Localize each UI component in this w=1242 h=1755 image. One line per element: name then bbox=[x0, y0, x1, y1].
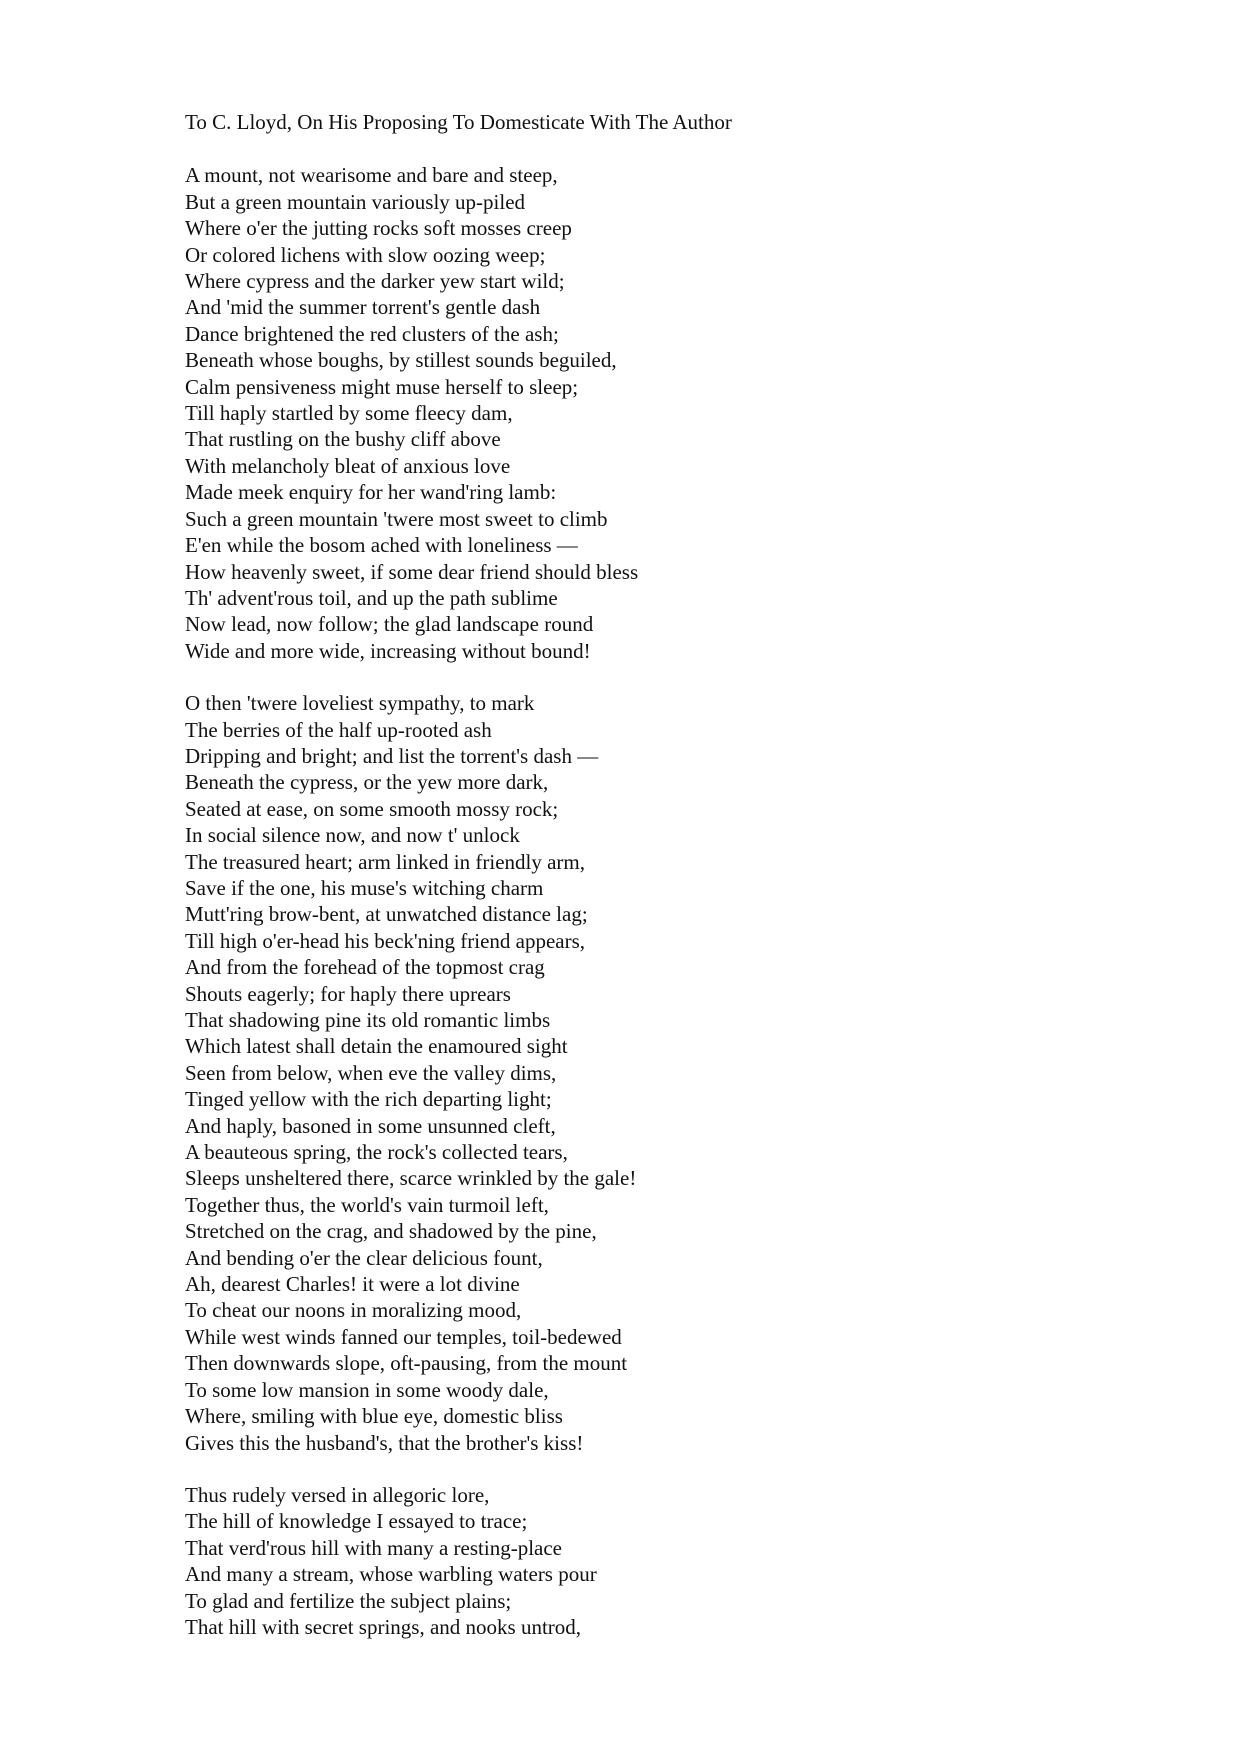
poem-line: Together thus, the world's vain turmoil left, bbox=[185, 1192, 549, 1217]
poem-line: And bending o'er the clear delicious fount, bbox=[185, 1245, 543, 1270]
poem-line: In social silence now, and now t' unlock bbox=[185, 823, 520, 848]
poem-line: Tinged yellow with the rich departing light; bbox=[185, 1087, 552, 1112]
poem-line: To some low mansion in some woody dale, bbox=[185, 1377, 549, 1402]
poem-line: Seen from below, when eve the valley dims, bbox=[185, 1060, 557, 1085]
poem-line: Then downwards slope, oft-pausing, from the mount bbox=[185, 1351, 628, 1376]
poem-line: Such a green mountain 'twere most sweet to climb bbox=[185, 506, 608, 531]
poem-line: To glad and fertilize the subject plains; bbox=[185, 1588, 512, 1613]
poem-line: To cheat our noons in moralizing mood, bbox=[185, 1298, 522, 1323]
poem-line: Beneath the cypress, or the yew more dark, bbox=[185, 770, 549, 795]
poem-line: Dance brightened the red clusters of the ash; bbox=[185, 321, 559, 346]
poem-line: Till high o'er-head his beck'ning friend appears, bbox=[185, 928, 586, 953]
poem-line: Save if the one, his muse's witching charm bbox=[185, 875, 544, 900]
poem-line: The hill of knowledge I essayed to trace; bbox=[185, 1509, 528, 1534]
poem-line: A mount, not wearisome and bare and steep, bbox=[185, 163, 558, 188]
poem-line: Stretched on the crag, and shadowed by the pine, bbox=[185, 1219, 597, 1244]
stanza-2 bbox=[185, 690, 1185, 1456]
poem-line: Seated at ease, on some smooth mossy rock; bbox=[185, 796, 559, 821]
poem-line: Beneath whose boughs, by stillest sounds beguiled, bbox=[185, 348, 617, 373]
poem-line: Where o'er the jutting rocks soft mosses creep bbox=[185, 216, 572, 241]
poem-line: The berries of the half up-rooted ash bbox=[185, 717, 492, 742]
poem-line: And from the forehead of the topmost crag bbox=[185, 955, 545, 980]
poem-line: Sleeps unsheltered there, scarce wrinkled by the gale! bbox=[185, 1166, 637, 1191]
poem-line: Now lead, now follow; the glad landscape round bbox=[185, 612, 594, 637]
poem-line: Made meek enquiry for her wand'ring lamb: bbox=[185, 480, 557, 505]
poem-line: Which latest shall detain the enamoured sight bbox=[185, 1034, 568, 1059]
stanza-3 bbox=[185, 1482, 1185, 1640]
stanza-1 bbox=[185, 162, 1185, 664]
poem-line: And many a stream, whose warbling waters pour bbox=[185, 1562, 597, 1587]
poem-line: That verd'rous hill with many a resting-place bbox=[185, 1535, 563, 1560]
poem-line: How heavenly sweet, if some dear friend should bless bbox=[185, 559, 639, 584]
poem-stanzas bbox=[185, 162, 1185, 1640]
poem-line: The treasured heart; arm linked in friendly arm, bbox=[185, 849, 586, 874]
poem-line: A beauteous spring, the rock's collected tears, bbox=[185, 1140, 568, 1165]
poem-title: To C. Lloyd, On His Proposing To Domesticate With The Author bbox=[185, 110, 732, 134]
poem-line: Where cypress and the darker yew start wild; bbox=[185, 269, 565, 294]
poem-line: Or colored lichens with slow oozing weep; bbox=[185, 242, 546, 267]
poem-line: That hill with secret springs, and nooks untrod, bbox=[185, 1614, 582, 1639]
poem-line: That shadowing pine its old romantic limbs bbox=[185, 1008, 551, 1032]
poem-line: And 'mid the summer torrent's gentle dash bbox=[185, 295, 541, 320]
poem-line: O then 'twere loveliest sympathy, to mark bbox=[185, 691, 535, 716]
poem-line: And haply, basoned in some unsunned cleft, bbox=[185, 1113, 556, 1138]
poem-line: Mutt'ring brow-bent, at unwatched distance lag; bbox=[185, 902, 588, 927]
poem-line: Ah, dearest Charles! it were a lot divine bbox=[185, 1272, 520, 1297]
poem-line: E'en while the bosom ached with loneliness — bbox=[185, 533, 578, 558]
poem-line: Till haply startled by some fleecy dam, bbox=[185, 401, 513, 426]
poem-line: Where, smiling with blue eye, domestic bliss bbox=[185, 1404, 563, 1429]
poem-line: Thus rudely versed in allegoric lore, bbox=[185, 1482, 490, 1507]
poem-line: Th' advent'rous toil, and up the path sublime bbox=[185, 585, 558, 610]
poem-line: Calm pensiveness might muse herself to sleep; bbox=[185, 374, 579, 399]
poem-line: Shouts eagerly; for haply there uprears bbox=[185, 981, 511, 1006]
poem-body bbox=[185, 109, 1185, 1666]
poem-line: Gives this the husband's, that the brother's kiss! bbox=[185, 1430, 584, 1455]
poem-line: But a green mountain variously up-piled bbox=[185, 189, 526, 214]
poem-line: With melancholy bleat of anxious love bbox=[185, 453, 511, 478]
poem-line: Wide and more wide, increasing without bound! bbox=[185, 638, 591, 663]
poem-line: While west winds fanned our temples, toil-bedewed bbox=[185, 1324, 622, 1349]
poem-line: Dripping and bright; and list the torrent's dash — bbox=[185, 743, 599, 768]
poem-line: That rustling on the bushy cliff above bbox=[185, 427, 501, 452]
